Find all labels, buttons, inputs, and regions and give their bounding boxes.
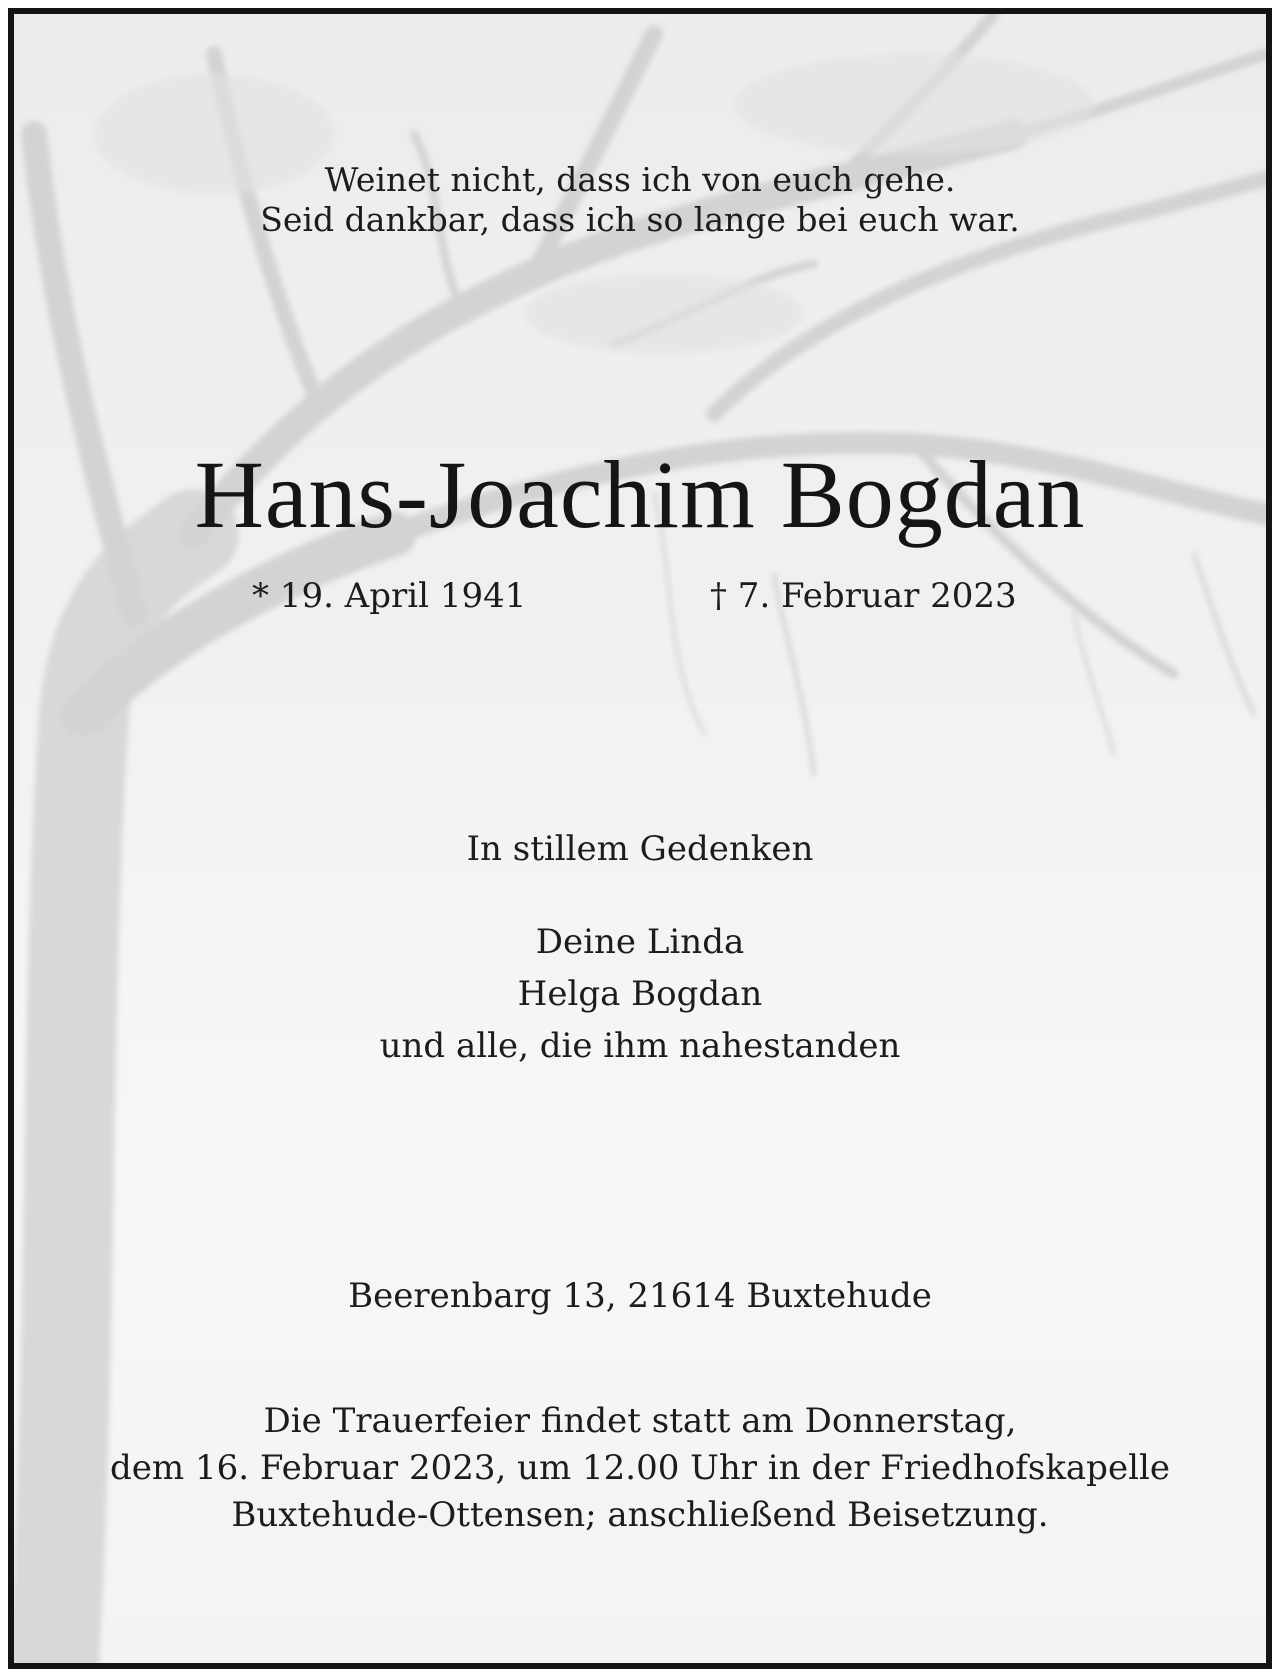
service-line-2: dem 16. Februar 2023, um 12.00 Uhr in der Friedhofskapelle bbox=[110, 1448, 1170, 1488]
service-line-3: Buxtehude-Ottensen; anschließend Beisetzung. bbox=[231, 1495, 1049, 1535]
mourner-2: Helga Bogdan bbox=[517, 974, 763, 1014]
mourner-1: Deine Linda bbox=[535, 922, 745, 962]
mourner-3: und alle, die ihm nahestanden bbox=[379, 1026, 901, 1066]
deceased-name: Hans-Joachim Bogdan bbox=[194, 441, 1086, 548]
obituary-content bbox=[14, 14, 1266, 1663]
service-line-1: Die Trauerfeier findet statt am Donnerstag, bbox=[263, 1401, 1017, 1441]
motto-line-1: Weinet nicht, dass ich von euch gehe. bbox=[324, 160, 956, 199]
address: Beerenbarg 13, 21614 Buxtehude bbox=[348, 1276, 932, 1316]
death-date: † 7. Februar 2023 bbox=[710, 576, 1017, 616]
motto-line-2: Seid dankbar, dass ich so lange bei euch war. bbox=[260, 200, 1020, 239]
obituary-frame bbox=[8, 8, 1272, 1669]
remembrance-intro: In stillem Gedenken bbox=[466, 829, 814, 869]
birth-date: * 19. April 1941 bbox=[252, 576, 527, 616]
